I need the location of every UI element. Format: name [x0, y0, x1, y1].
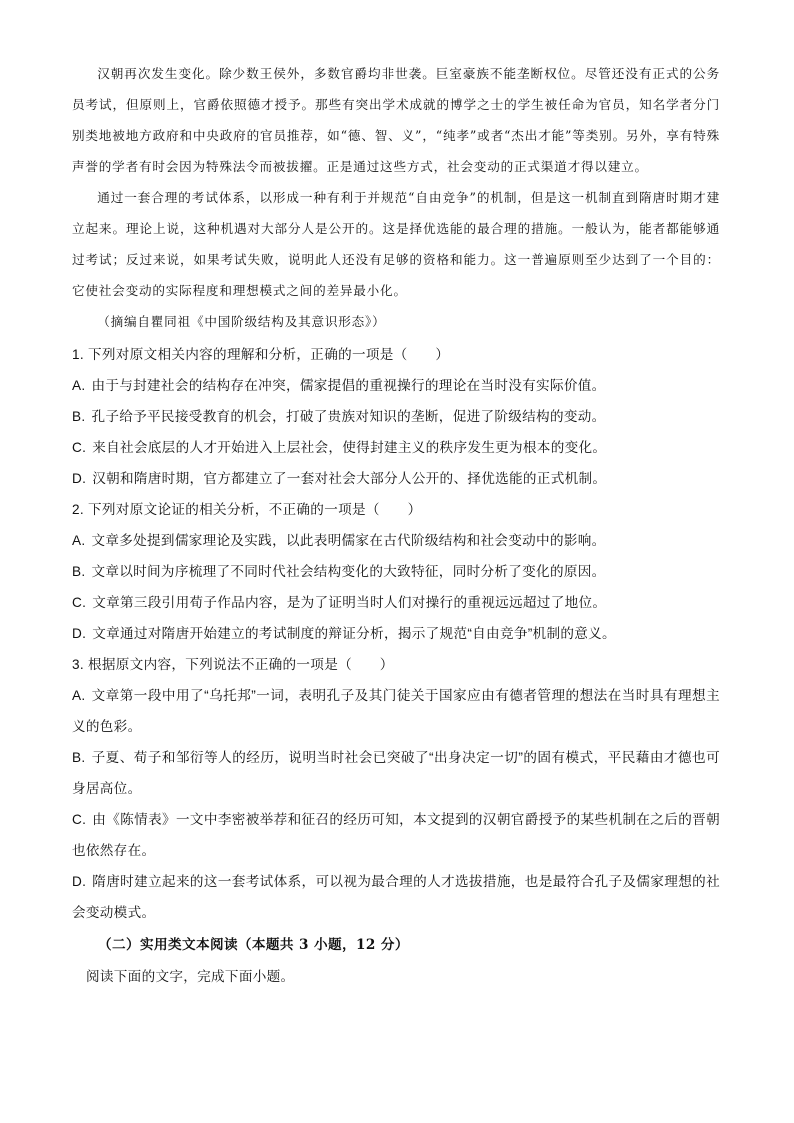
option-text: 由《陈情表》一文中李密被举荐和征召的经历可知，本文提到的汉朝官爵授予的某些机制在之后的晋朝也依然存在。 — [72, 812, 720, 858]
passage-paragraph-1: 汉朝再次发生变化。除少数王侯外，多数官爵均非世袭。巨室豪族不能垄断权位。尽管还没有正式的公务员考试，但原则上，官爵依照德才授予。那些有突出学术成就的博学之士的学生被任命为官员，知名学者分门别类地被地方政府和中央政府的官员推荐，如“德、智、义”，“纯孝”或者“杰出才能”等类别。另外，享有特殊声誉的学者有时会因为特殊法令而被拔擢。正是通过这些方式，社会变动的正式渠道才得以建立。 — [72, 66, 720, 174]
option-text: 文章第三段引用荀子作品内容，是为了证明当时人们对操行的重视远远超过了地位。 — [92, 595, 607, 610]
question-1 — [72, 339, 720, 494]
option-letter: B. — [72, 564, 86, 579]
option-text: 孔子给予平民接受教育的机会，打破了贵族对知识的垄断，促进了阶级结构的变动。 — [91, 409, 606, 424]
option-c — [72, 432, 720, 463]
question-2 — [72, 494, 720, 649]
option-b — [72, 556, 720, 587]
option-letter: A. — [72, 688, 86, 703]
option-c — [72, 587, 720, 618]
option-letter: A. — [72, 378, 86, 393]
option-letter: B. — [72, 409, 86, 424]
option-text: 汉朝和隋唐时期，官方都建立了一套对社会大部分人公开的、择优选能的正式机制。 — [92, 471, 607, 486]
exam-page — [72, 58, 720, 992]
option-d — [72, 866, 720, 928]
option-b — [72, 401, 720, 432]
question-list — [72, 339, 720, 928]
option-text: 文章以时间为序梳理了不同时代社会结构变化的大致特征，同时分析了变化的原因。 — [91, 564, 606, 579]
option-letter: C. — [72, 595, 87, 610]
question-stem: 2. 下列对原文论证的相关分析，不正确的一项是（ ） — [72, 502, 422, 517]
option-text: 由于与封建社会的结构存在冲突，儒家提倡的重视操行的理论在当时没有实际价值。 — [91, 378, 606, 393]
option-a — [72, 370, 720, 401]
question-stem: 3. 根据原文内容，下列说法不正确的一项是（ ） — [72, 657, 394, 672]
option-text: 子夏、荀子和邹衍等人的经历，说明当时社会已突破了“出身决定一切”的固有模式，平民藉由才德也可身居高位。 — [72, 750, 720, 796]
section-instruction: 阅读下面的文字，完成下面小题。 — [86, 969, 295, 984]
option-d — [72, 463, 720, 494]
option-b — [72, 742, 720, 804]
option-letter: C. — [72, 812, 87, 827]
question-stem: 1. 下列对原文相关内容的理解和分析，正确的一项是（ ） — [72, 347, 450, 362]
question-3 — [72, 649, 720, 928]
option-text: 来自社会底层的人才开始进入上层社会，使得封建主义的秩序发生更为根本的变化。 — [92, 440, 607, 455]
option-letter: B. — [72, 750, 86, 765]
option-letter: D. — [72, 626, 87, 641]
reading-passage — [72, 58, 720, 337]
option-text: 隋唐时建立起来的这一套考试体系，可以视为最合理的人才选拔措施，也是最符合孔子及儒家理想的社会变动模式。 — [72, 874, 720, 920]
section-heading: （二）实用类文本阅读（本题共 3 小题，12 分） — [98, 937, 409, 953]
option-text: 文章第一段中用了“乌托邦”一词，表明孔子及其门徒关于国家应由有德者管理的想法在当时具有理想主义的色彩。 — [72, 688, 720, 734]
option-letter: C. — [72, 440, 87, 455]
passage-paragraph-2: 通过一套合理的考试体系，以形成一种有利于并规范“自由竞争”的机制，但是这一机制直到隋唐时期才建立起来。理论上说，这种机遇对大部分人是公开的。这是择优选能的最合理的措施。一般认为，能者都能够通过考试；反过来说，如果考试失败，说明此人还没有足够的资格和能力。这一普遍原则至少达到了一个目的：它使社会变动的实际程度和理想模式之间的差异最小化。 — [72, 190, 720, 298]
option-letter: D. — [72, 471, 87, 486]
option-text: 文章多处提到儒家理论及实践，以此表明儒家在古代阶级结构和社会变动中的影响。 — [91, 533, 606, 548]
option-letter: A. — [72, 533, 86, 548]
option-a — [72, 525, 720, 556]
option-c — [72, 804, 720, 866]
option-a — [72, 680, 720, 742]
option-text: 文章通过对隋唐开始建立的考试制度的辩证分析，揭示了规范“自由竞争”机制的意义。 — [92, 626, 616, 641]
option-d — [72, 618, 720, 649]
option-letter: D. — [72, 874, 87, 889]
passage-source: （摘编自瞿同祖《中国阶级结构及其意识形态》） — [97, 314, 386, 329]
